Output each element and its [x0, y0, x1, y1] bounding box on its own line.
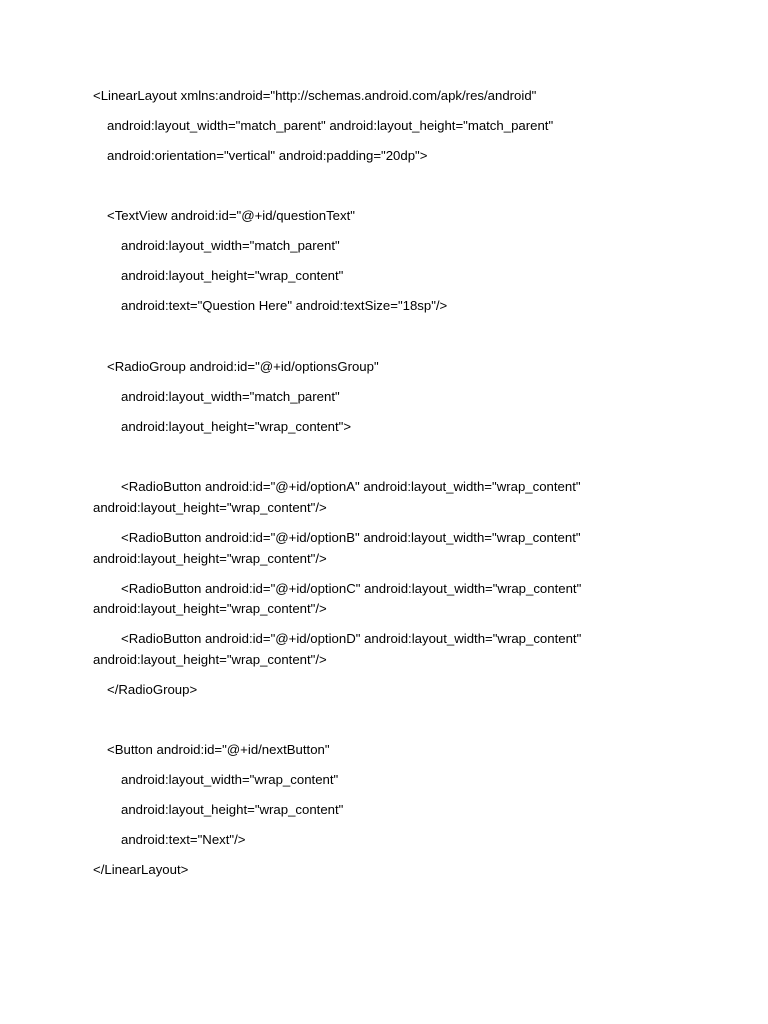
code-line: android:text="Next"/> [121, 832, 246, 847]
code-line: <RadioGroup android:id="@+id/optionsGroup" [107, 359, 379, 374]
code-line: android:layout_width="match_parent" [121, 238, 340, 253]
code-line: android:orientation="vertical" android:padding="20dp"> [107, 148, 428, 163]
code-line: </LinearLayout> [93, 862, 189, 877]
code-line: <LinearLayout xmlns:android="http://schemas.android.com/apk/res/android" [93, 88, 537, 103]
code-line: android:layout_height="wrap_content"/> [93, 500, 327, 515]
code-line: android:text="Question Here" android:textSize="18sp"/> [121, 298, 448, 313]
code-line: android:layout_width="match_parent" android:layout_height="match_parent" [107, 118, 554, 133]
code-line: <TextView android:id="@+id/questionText" [107, 208, 355, 223]
code-line: android:layout_height="wrap_content" [121, 802, 344, 817]
code-line: <RadioButton android:id="@+id/optionB" android:layout_width="wrap_content" [121, 530, 581, 545]
code-line: android:layout_height="wrap_content"/> [93, 551, 327, 566]
code-line: <Button android:id="@+id/nextButton" [107, 742, 330, 757]
code-line: </RadioGroup> [107, 682, 198, 697]
code-line: <RadioButton android:id="@+id/optionC" android:layout_width="wrap_content" [121, 581, 582, 596]
code-line: android:layout_width="match_parent" [121, 389, 340, 404]
code-line: android:layout_height="wrap_content"/> [93, 601, 327, 616]
code-line: android:layout_height="wrap_content"/> [93, 652, 327, 667]
code-line: android:layout_height="wrap_content"> [121, 419, 352, 434]
code-line: <RadioButton android:id="@+id/optionA" android:layout_width="wrap_content" [121, 479, 581, 494]
code-line: <RadioButton android:id="@+id/optionD" android:layout_width="wrap_content" [121, 631, 582, 646]
code-line: android:layout_width="wrap_content" [121, 772, 339, 787]
code-line: android:layout_height="wrap_content" [121, 268, 344, 283]
